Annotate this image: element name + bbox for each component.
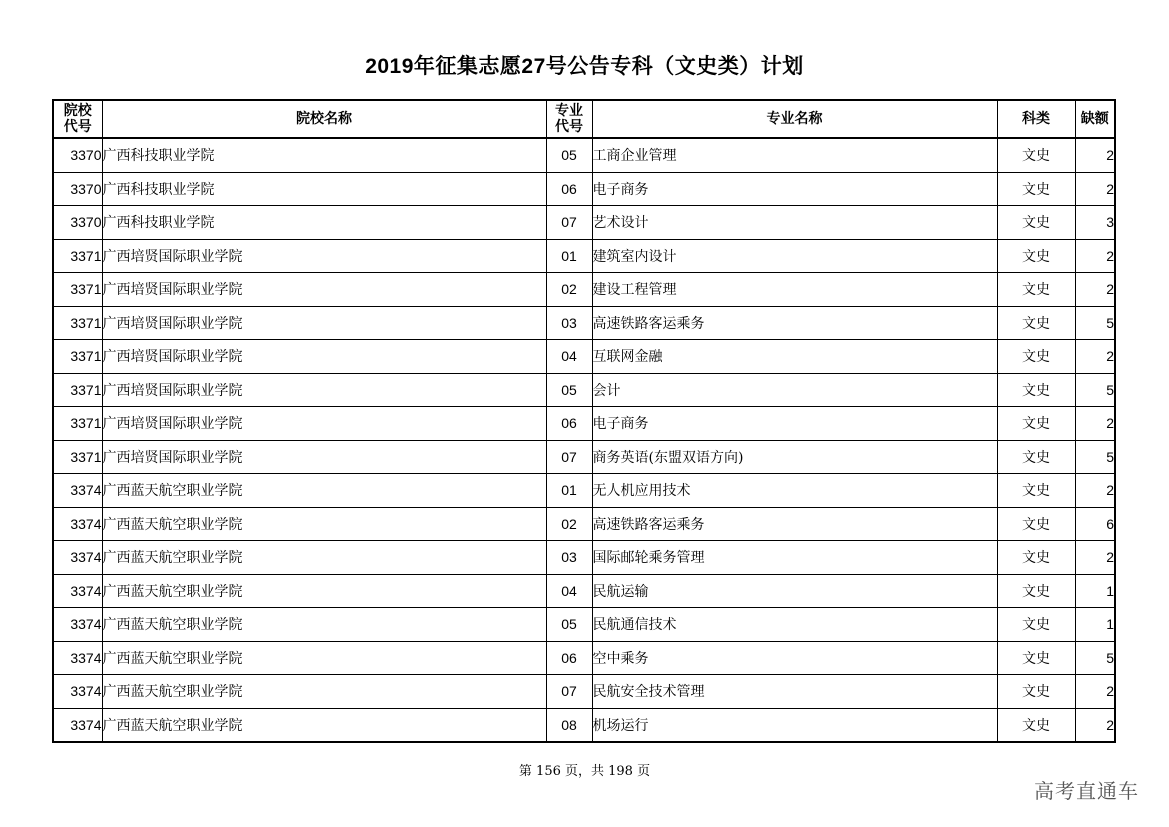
- cell-category: 文史: [997, 675, 1075, 709]
- table-row: [53, 708, 1115, 742]
- cell-category: 文史: [997, 574, 1075, 608]
- table-row: [53, 273, 1115, 307]
- cell-major-code: 02: [546, 273, 592, 307]
- cell-major-code: 04: [546, 340, 592, 374]
- cell-school-code: 3370: [53, 138, 102, 172]
- cell-school-name: 广西培贤国际职业学院: [102, 273, 546, 307]
- cell-major-code: 07: [546, 206, 592, 240]
- table-row: [53, 138, 1115, 172]
- cell-quota: 1: [1075, 574, 1115, 608]
- cell-quota: 2: [1075, 708, 1115, 742]
- page-footer: 第 156 页，共 198 页: [518, 764, 651, 779]
- cell-major-code: 01: [546, 239, 592, 273]
- cell-quota: 3: [1075, 206, 1115, 240]
- cell-school-name: 广西培贤国际职业学院: [102, 440, 546, 474]
- cell-school-name: 广西蓝天航空职业学院: [102, 608, 546, 642]
- cell-quota: 6: [1075, 507, 1115, 541]
- table-row: [53, 507, 1115, 541]
- cell-school-code: 3374: [53, 541, 102, 575]
- cell-major-name: 民航安全技术管理: [592, 675, 997, 709]
- header-major-code: 专业 代号: [546, 100, 592, 138]
- cell-category: 文史: [997, 306, 1075, 340]
- cell-school-name: 广西蓝天航空职业学院: [102, 574, 546, 608]
- table-row: [53, 172, 1115, 206]
- cell-major-name: 电子商务: [592, 407, 997, 441]
- plan-table: [52, 99, 1116, 743]
- header-major-name: 专业名称: [592, 100, 997, 138]
- cell-major-code: 06: [546, 641, 592, 675]
- cell-school-name: 广西蓝天航空职业学院: [102, 541, 546, 575]
- cell-major-code: 06: [546, 172, 592, 206]
- cell-major-name: 建设工程管理: [592, 273, 997, 307]
- table-row: [53, 608, 1115, 642]
- cell-school-name: 广西科技职业学院: [102, 138, 546, 172]
- cell-category: 文史: [997, 641, 1075, 675]
- cell-major-name: 互联网金融: [592, 340, 997, 374]
- cell-school-name: 广西培贤国际职业学院: [102, 306, 546, 340]
- table-row: [53, 306, 1115, 340]
- cell-school-code: 3374: [53, 708, 102, 742]
- table-row: [53, 239, 1115, 273]
- cell-school-name: 广西培贤国际职业学院: [102, 239, 546, 273]
- cell-category: 文史: [997, 239, 1075, 273]
- cell-school-code: 3371: [53, 273, 102, 307]
- cell-category: 文史: [997, 407, 1075, 441]
- cell-school-name: 广西培贤国际职业学院: [102, 407, 546, 441]
- table-header-row: [53, 100, 1115, 138]
- cell-category: 文史: [997, 172, 1075, 206]
- cell-school-code: 3374: [53, 574, 102, 608]
- header-quota: 缺额: [1075, 100, 1115, 138]
- cell-school-code: 3374: [53, 608, 102, 642]
- cell-school-code: 3374: [53, 507, 102, 541]
- cell-quota: 2: [1075, 239, 1115, 273]
- table-body: [53, 138, 1115, 742]
- cell-major-name: 艺术设计: [592, 206, 997, 240]
- cell-category: 文史: [997, 474, 1075, 508]
- cell-major-name: 高速铁路客运乘务: [592, 306, 997, 340]
- cell-quota: 2: [1075, 138, 1115, 172]
- cell-school-name: 广西蓝天航空职业学院: [102, 507, 546, 541]
- cell-school-code: 3374: [53, 641, 102, 675]
- cell-major-name: 电子商务: [592, 172, 997, 206]
- cell-category: 文史: [997, 340, 1075, 374]
- cell-major-name: 国际邮轮乘务管理: [592, 541, 997, 575]
- cell-major-name: 机场运行: [592, 708, 997, 742]
- cell-major-name: 无人机应用技术: [592, 474, 997, 508]
- cell-major-name: 商务英语(东盟双语方向): [592, 440, 997, 474]
- cell-major-code: 08: [546, 708, 592, 742]
- cell-major-code: 02: [546, 507, 592, 541]
- cell-quota: 2: [1075, 541, 1115, 575]
- cell-school-name: 广西科技职业学院: [102, 206, 546, 240]
- cell-quota: 2: [1075, 474, 1115, 508]
- cell-quota: 5: [1075, 373, 1115, 407]
- table-row: [53, 641, 1115, 675]
- cell-major-code: 07: [546, 675, 592, 709]
- cell-major-code: 03: [546, 306, 592, 340]
- cell-major-name: 会计: [592, 373, 997, 407]
- cell-major-name: 建筑室内设计: [592, 239, 997, 273]
- cell-school-code: 3371: [53, 407, 102, 441]
- header-school-name: 院校名称: [102, 100, 546, 138]
- table-row: [53, 206, 1115, 240]
- cell-major-code: 07: [546, 440, 592, 474]
- cell-major-name: 工商企业管理: [592, 138, 997, 172]
- cell-quota: 5: [1075, 306, 1115, 340]
- cell-category: 文史: [997, 608, 1075, 642]
- cell-school-code: 3371: [53, 306, 102, 340]
- page-title: 2019年征集志愿27号公告专科（文史类）计划: [365, 55, 804, 78]
- cell-major-name: 民航运输: [592, 574, 997, 608]
- table-row: [53, 574, 1115, 608]
- cell-major-code: 06: [546, 407, 592, 441]
- table-row: [53, 474, 1115, 508]
- cell-quota: 2: [1075, 172, 1115, 206]
- cell-school-name: 广西培贤国际职业学院: [102, 340, 546, 374]
- cell-school-name: 广西科技职业学院: [102, 172, 546, 206]
- cell-quota: 2: [1075, 407, 1115, 441]
- cell-category: 文史: [997, 440, 1075, 474]
- cell-quota: 2: [1075, 340, 1115, 374]
- table-row: [53, 675, 1115, 709]
- cell-major-code: 03: [546, 541, 592, 575]
- cell-school-code: 3371: [53, 239, 102, 273]
- cell-school-name: 广西蓝天航空职业学院: [102, 675, 546, 709]
- cell-quota: 1: [1075, 608, 1115, 642]
- cell-school-name: 广西培贤国际职业学院: [102, 373, 546, 407]
- cell-major-name: 高速铁路客运乘务: [592, 507, 997, 541]
- cell-school-name: 广西蓝天航空职业学院: [102, 641, 546, 675]
- cell-quota: 5: [1075, 641, 1115, 675]
- table-row: [53, 373, 1115, 407]
- cell-major-code: 01: [546, 474, 592, 508]
- watermark: 高考直通车: [1034, 779, 1139, 803]
- cell-major-code: 05: [546, 608, 592, 642]
- cell-major-code: 05: [546, 138, 592, 172]
- cell-category: 文史: [997, 541, 1075, 575]
- cell-major-name: 空中乘务: [592, 641, 997, 675]
- cell-category: 文史: [997, 373, 1075, 407]
- table-row: [53, 407, 1115, 441]
- cell-category: 文史: [997, 273, 1075, 307]
- cell-school-code: 3371: [53, 440, 102, 474]
- cell-category: 文史: [997, 708, 1075, 742]
- cell-school-name: 广西蓝天航空职业学院: [102, 708, 546, 742]
- table-row: [53, 541, 1115, 575]
- header-school-code: 院校 代号: [53, 100, 102, 138]
- cell-quota: 2: [1075, 675, 1115, 709]
- cell-category: 文史: [997, 206, 1075, 240]
- cell-school-code: 3371: [53, 340, 102, 374]
- table-row: [53, 340, 1115, 374]
- cell-quota: 5: [1075, 440, 1115, 474]
- cell-school-code: 3371: [53, 373, 102, 407]
- cell-major-code: 05: [546, 373, 592, 407]
- cell-major-name: 民航通信技术: [592, 608, 997, 642]
- cell-major-code: 04: [546, 574, 592, 608]
- cell-category: 文史: [997, 507, 1075, 541]
- cell-school-code: 3374: [53, 474, 102, 508]
- cell-quota: 2: [1075, 273, 1115, 307]
- cell-category: 文史: [997, 138, 1075, 172]
- cell-school-name: 广西蓝天航空职业学院: [102, 474, 546, 508]
- cell-school-code: 3370: [53, 206, 102, 240]
- header-category: 科类: [997, 100, 1075, 138]
- table-row: [53, 440, 1115, 474]
- cell-school-code: 3374: [53, 675, 102, 709]
- cell-school-code: 3370: [53, 172, 102, 206]
